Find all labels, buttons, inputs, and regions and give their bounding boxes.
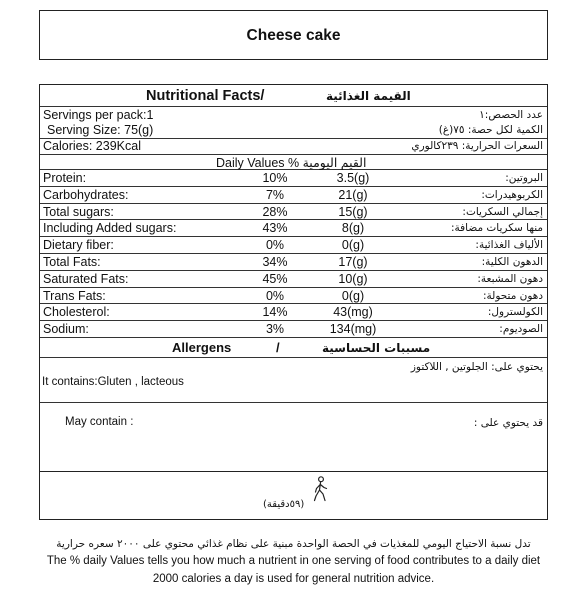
calories-ar: السعرات الحرارية: ٢٣٩كالوري (411, 140, 543, 152)
allergens-header-row (40, 338, 547, 358)
nutrient-amount: 10(g) (338, 271, 368, 286)
nutrient-name: Trans Fats: (43, 288, 106, 303)
nutrient-pct: 0% (265, 238, 285, 253)
table-row (40, 237, 547, 254)
nutrient-amount: 0(g) (341, 238, 365, 253)
table-row (40, 187, 547, 204)
nutrient-amount: 3.5(g) (336, 171, 370, 185)
nutrition-header-ar: القيمة الغذائية (326, 89, 411, 103)
nutrient-name-ar: دهون المشبعة: (477, 272, 543, 285)
nutrient-name: Saturated Fats: (43, 271, 129, 286)
footer-text-ar: تدل نسبة الاحتياج اليومي للمغذيات في الحصة الواحدة مبنية على نظام غذائي محتوي على ٢٠٠٠ سعره حرارية (56, 538, 531, 550)
nutrient-name-ar: إجمالي السكريات: (462, 205, 543, 218)
nutrient-pct: 43% (262, 221, 288, 236)
nutrient-name-ar: البروتين: (505, 172, 543, 184)
nutrient-amount: 17(g) (338, 255, 368, 269)
nutrient-name: Including Added sugars: (43, 221, 177, 236)
serving-size: Serving Size: 75(g) (47, 123, 154, 137)
nutrient-pct: 10% (262, 171, 288, 185)
nutrient-name-ar: الكربوهيدرات: (481, 188, 543, 201)
servings-per-pack-ar: عدد الحصص:١ (479, 109, 543, 121)
nutrient-name-ar: منها سكريات مضافة: (450, 222, 543, 235)
activity-box (39, 472, 548, 520)
table-row (40, 204, 547, 221)
nutrient-name-ar: الألياف الغذائية: (475, 239, 543, 252)
nutrient-pct: 7% (265, 187, 285, 202)
nutrient-amount: 21(g) (338, 187, 368, 202)
walking-icon (310, 476, 332, 507)
footer-text-en-line2: 2000 calories a day is used for general nutrition advice. (152, 573, 435, 585)
allergens-title-ar: مسببات الحساسية (322, 341, 431, 355)
nutrient-pct: 45% (262, 271, 288, 286)
table-row (40, 170, 547, 187)
contains-row (40, 358, 547, 403)
footer-text-en-line1: The % daily Values tells you how much a nutrient in one serving of food contributes to a daily diet (46, 555, 541, 567)
nutrition-header-row (40, 85, 547, 107)
servings-block (40, 107, 547, 139)
may-contain-text: May contain : (65, 416, 134, 428)
table-row (40, 321, 547, 338)
product-title: Cheese cake (39, 10, 548, 60)
nutrient-name-ar: دهون متحولة: (482, 289, 543, 302)
nutrient-name: Total Fats: (43, 255, 101, 269)
nutrient-amount: 0(g) (341, 288, 365, 303)
nutrient-pct: 28% (262, 204, 288, 219)
serving-size-ar: الكمية لكل حصة: ٧٥(غ) (438, 124, 543, 136)
nutrient-pct: 3% (265, 322, 285, 337)
table-row (40, 304, 547, 321)
nutrition-panel (39, 84, 548, 472)
nutrient-amount: 8(g) (341, 221, 365, 236)
nutrition-header-en: Nutritional Facts/ (146, 88, 265, 104)
nutrient-name: Sodium: (43, 322, 89, 337)
allergens-title: Allergens (172, 340, 232, 355)
servings-per-pack: Servings per pack:1 (43, 108, 154, 122)
nutrient-name: Total sugars: (43, 204, 114, 219)
calories: Calories: 239Kcal (43, 139, 141, 153)
allergens-slash: / (276, 340, 280, 355)
nutrient-pct: 34% (262, 255, 288, 269)
activity-time: (٥٩دقيقة) (263, 499, 305, 510)
nutrient-name: Protein: (43, 171, 87, 185)
may-contain-row (40, 403, 547, 472)
nutrient-name: Carbohydrates: (43, 187, 129, 202)
nutrient-amount: 43(mg) (333, 305, 373, 320)
table-row (40, 220, 547, 237)
table-row (40, 288, 547, 305)
nutrient-name-ar: الصوديوم: (499, 323, 543, 336)
may-contain-text-ar: قد يحتوي على : (473, 417, 543, 429)
daily-values-header: Daily Values % القيم اليومية (216, 156, 367, 170)
nutrient-amount: 15(g) (338, 204, 368, 219)
calories-row (40, 139, 547, 155)
nutrient-name: Dietary fiber: (43, 238, 114, 253)
table-row (40, 271, 547, 288)
nutrient-name-ar: الدهون الكلية: (481, 256, 543, 268)
nutrient-pct: 14% (262, 305, 288, 320)
table-row (40, 254, 547, 271)
contains-text: It contains:Gluten , lacteous (42, 376, 184, 388)
nutrient-name: Cholesterol: (43, 305, 110, 320)
nutrient-name-ar: الكولسترول: (487, 306, 543, 319)
nutrient-amount: 134(mg) (329, 322, 377, 337)
contains-text-ar: يحتوي على: الجلوتين , اللاكتوز (410, 361, 543, 373)
nutrient-pct: 0% (265, 288, 285, 303)
daily-values-row (40, 155, 547, 170)
